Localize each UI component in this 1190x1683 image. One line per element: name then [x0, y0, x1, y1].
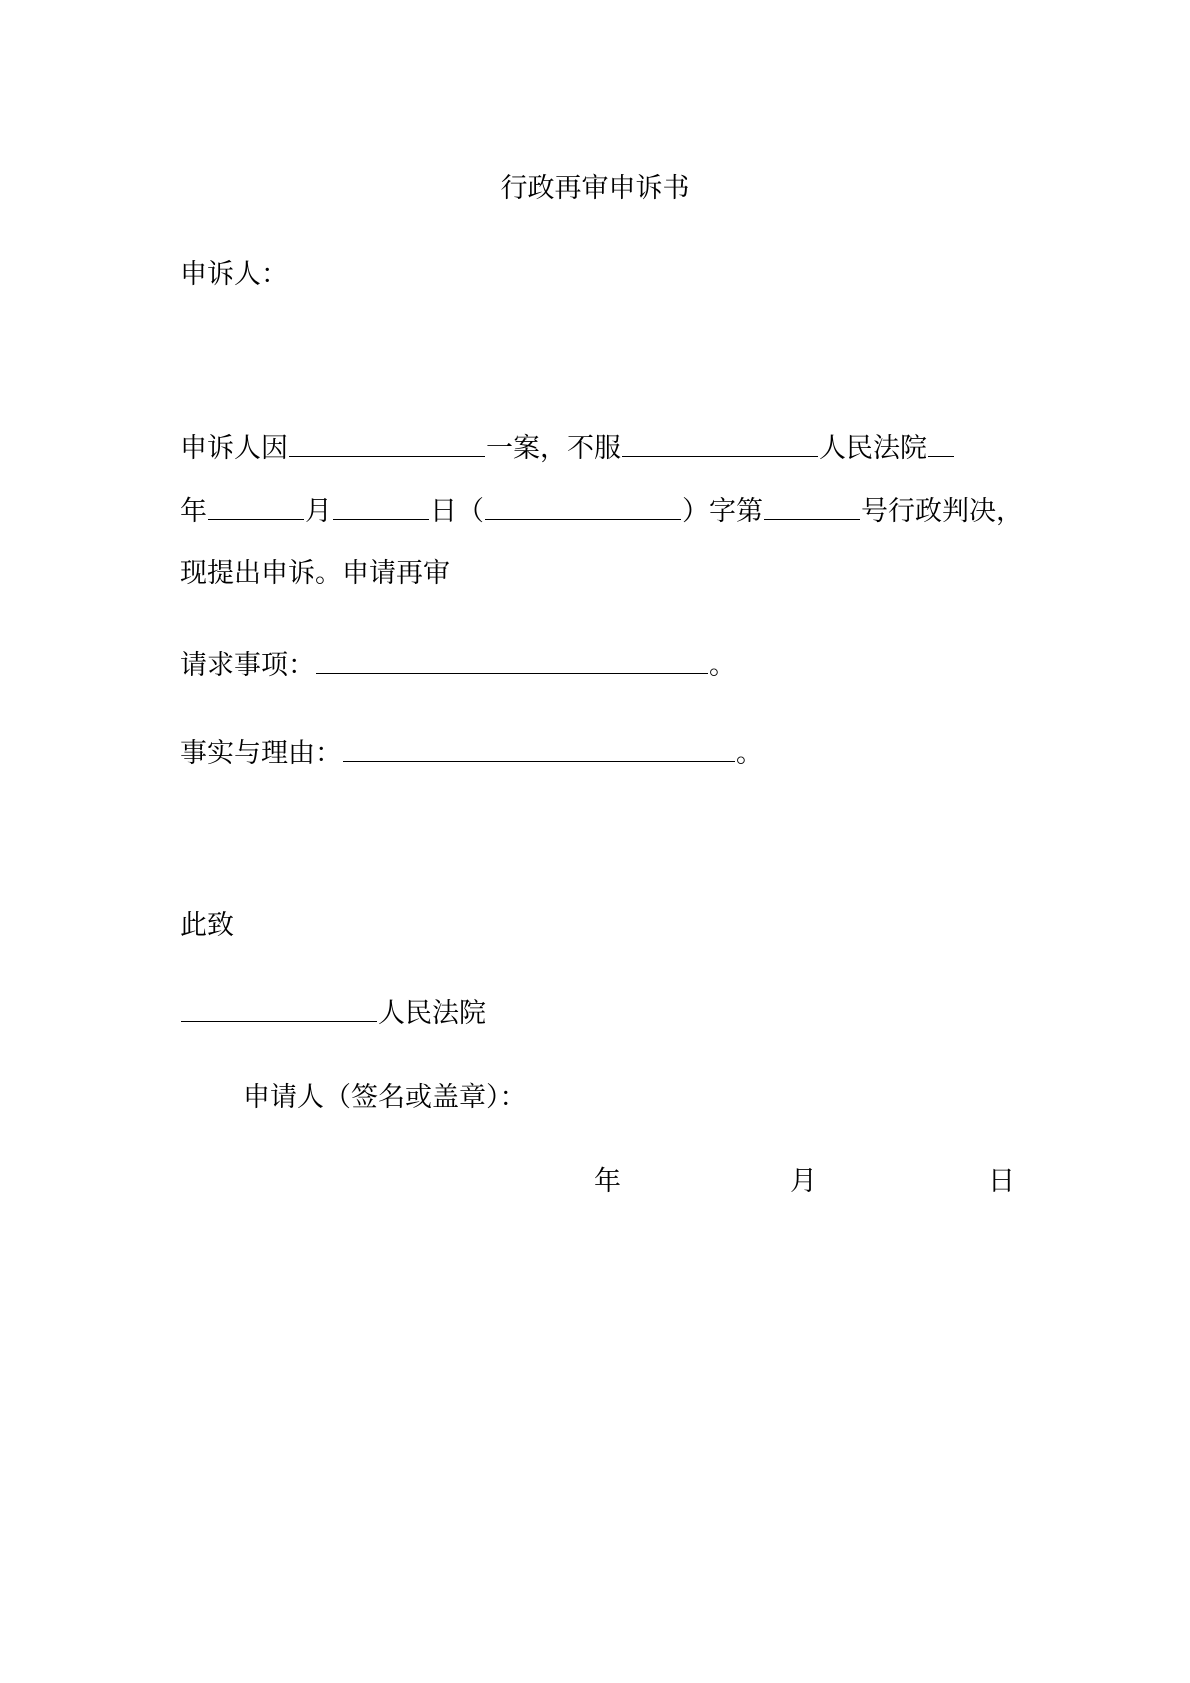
document-title: 行政再审申诉书 [500, 173, 690, 204]
case-name-blank[interactable] [289, 430, 485, 457]
body-text-day: 日（ [430, 496, 484, 527]
facts-line [180, 735, 763, 771]
judgment-number-blank[interactable] [764, 493, 860, 520]
court-suffix: 人民法院 [378, 998, 486, 1029]
date-year: 年 [594, 1166, 621, 1197]
body-text-month: 月 [305, 496, 332, 527]
month-blank[interactable] [333, 493, 429, 520]
body-text-judgment: 号行政判决， [861, 496, 1023, 527]
year-blank[interactable] [208, 493, 304, 520]
date-month: 月 [790, 1166, 817, 1197]
facts-blank[interactable] [343, 735, 735, 762]
body-text-year: 年 [180, 496, 207, 527]
year-prefix-blank[interactable] [928, 430, 954, 457]
body-paragraph-line-3: 现提出申诉。申请再审 [180, 558, 450, 589]
body-text-court: 人民法院 [819, 433, 927, 464]
body-text-case: 一案，不服 [486, 433, 621, 464]
body-paragraph-line-1 [180, 430, 955, 466]
case-code-blank[interactable] [485, 493, 681, 520]
signature-label: 申请人（签名或盖章）： [243, 1082, 527, 1113]
request-blank[interactable] [316, 647, 708, 674]
request-line [180, 647, 736, 683]
closing-text: 此致 [180, 910, 234, 941]
request-label: 请求事项： [180, 650, 315, 681]
appellant-label: 申诉人： [180, 259, 288, 290]
court-name-blank[interactable] [622, 430, 818, 457]
date-day: 日 [988, 1166, 1015, 1197]
body-text-zi: ）字第 [682, 496, 763, 527]
body-text-reason: 申诉人因 [180, 433, 288, 464]
court-line [180, 995, 486, 1031]
facts-end: 。 [736, 738, 763, 769]
body-paragraph-line-2 [180, 493, 1023, 529]
facts-label: 事实与理由： [180, 738, 342, 769]
addressee-court-blank[interactable] [181, 995, 377, 1022]
request-end: 。 [709, 650, 736, 681]
